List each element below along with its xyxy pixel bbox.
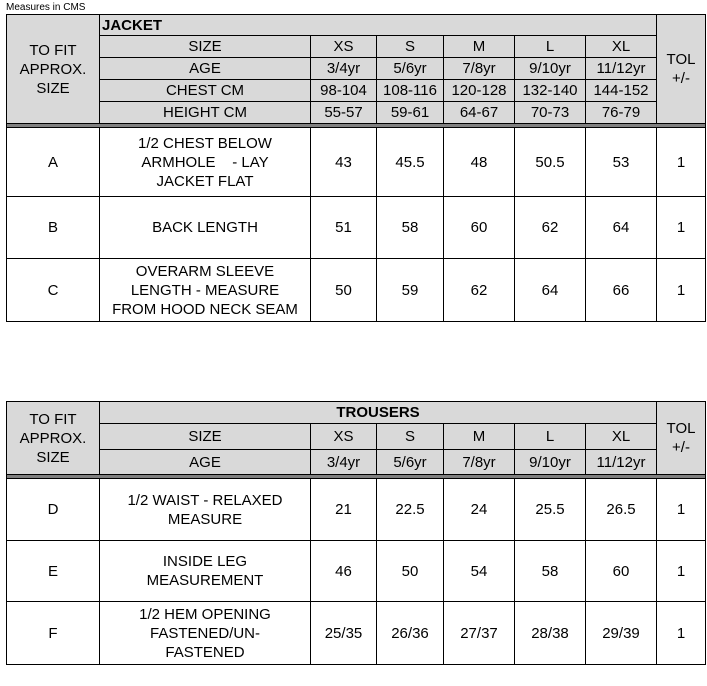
size-label: SIZE [100,424,311,450]
size-cell: XS [311,36,377,58]
description-line: FASTENED [165,643,245,661]
table-row [7,541,706,602]
table-row [7,259,706,322]
age-cell: 7/8yr [444,450,515,475]
trousers-size-table [6,401,706,665]
value-cell: 22.5 [377,479,444,541]
age-cell: 5/6yr [377,58,444,80]
value-cell: 46 [311,541,377,602]
height-cell: 76-79 [586,102,657,124]
height-cell: 70-73 [515,102,586,124]
description-line: OVERARM SLEEVE [135,262,275,280]
to-fit-line: APPROX. [19,429,87,447]
value-cell: 26.5 [586,479,657,541]
height-label: HEIGHT CM [100,102,311,124]
table-row [7,197,706,259]
size-cell: XL [586,424,657,450]
description-line: JACKET FLAT [156,172,254,190]
chest-cell: 98-104 [311,80,377,102]
chest-cell: 132-140 [515,80,586,102]
tol-line: TOL [666,51,696,68]
tol-line: +/- [672,70,690,87]
size-cell: M [444,424,515,450]
value-cell: 29/39 [586,602,657,665]
value-cell: 59 [377,259,444,322]
value-cell: 21 [311,479,377,541]
value-cell: 25.5 [515,479,586,541]
chest-cell: 108-116 [377,80,444,102]
value-cell: 28/38 [515,602,586,665]
value-cell: 50 [311,259,377,322]
chest-label: CHEST CM [100,80,311,102]
value-cell: 64 [515,259,586,322]
description-line: MEASURE [167,510,243,528]
value-cell: 53 [586,128,657,197]
height-cell: 55-57 [311,102,377,124]
tol-cell: 1 [657,128,706,197]
tol-cell: 1 [657,197,706,259]
value-cell: 50.5 [515,128,586,197]
height-cell: 64-67 [444,102,515,124]
value-cell: 24 [444,479,515,541]
size-cell: S [377,36,444,58]
chest-cell: 144-152 [586,80,657,102]
age-cell: 9/10yr [515,450,586,475]
size-label: SIZE [100,36,311,58]
row-description [100,128,311,197]
to-fit-header [7,402,100,475]
value-cell: 25/35 [311,602,377,665]
age-label: AGE [100,58,311,80]
to-fit-line: APPROX. [19,60,87,78]
age-cell: 3/4yr [311,58,377,80]
jacket-title: JACKET [100,15,657,36]
to-fit-line: TO FIT [29,410,77,428]
description-line: LENGTH - MEASURE [130,281,280,299]
measures-caption: Measures in CMS [6,2,86,13]
row-code: A [7,128,100,197]
row-code: C [7,259,100,322]
size-cell: XS [311,424,377,450]
jacket-size-table [6,14,706,322]
value-cell: 58 [377,197,444,259]
age-cell: 11/12yr [586,450,657,475]
table-row [7,128,706,197]
value-cell: 27/37 [444,602,515,665]
tol-cell: 1 [657,479,706,541]
description-line: 1/2 CHEST BELOW [138,134,272,152]
value-cell: 51 [311,197,377,259]
row-description [100,541,311,602]
tol-header [657,15,706,124]
chest-cell: 120-128 [444,80,515,102]
table-row [7,479,706,541]
value-cell: 62 [444,259,515,322]
to-fit-line: SIZE [36,448,70,466]
description-line: BACK LENGTH [152,219,258,236]
tol-header [657,402,706,475]
age-cell: 11/12yr [586,58,657,80]
height-cell: 59-61 [377,102,444,124]
row-code: E [7,541,100,602]
size-cell: L [515,36,586,58]
age-cell: 3/4yr [311,450,377,475]
age-cell: 5/6yr [377,450,444,475]
row-code: F [7,602,100,665]
tol-line: +/- [672,439,690,456]
size-cell: L [515,424,586,450]
description-line: ARMHOLE - LAY [141,153,269,171]
value-cell: 43 [311,128,377,197]
age-cell: 7/8yr [444,58,515,80]
value-cell: 50 [377,541,444,602]
description-line: 1/2 HEM OPENING [139,605,271,623]
row-code: B [7,197,100,259]
value-cell: 45.5 [377,128,444,197]
size-cell: S [377,424,444,450]
value-cell: 54 [444,541,515,602]
tol-cell: 1 [657,602,706,665]
row-description [100,479,311,541]
tol-line: TOL [666,420,696,437]
value-cell: 66 [586,259,657,322]
table-row [7,602,706,665]
row-code: D [7,479,100,541]
description-line: FROM HOOD NECK SEAM [112,300,298,318]
size-cell: M [444,36,515,58]
value-cell: 26/36 [377,602,444,665]
description-line: FASTENED/UN- [149,624,260,642]
row-description [100,197,311,259]
tol-cell: 1 [657,259,706,322]
value-cell: 48 [444,128,515,197]
to-fit-line: SIZE [36,79,70,97]
description-line: 1/2 WAIST - RELAXED [127,491,283,509]
value-cell: 64 [586,197,657,259]
to-fit-line: TO FIT [29,41,77,59]
description-line: INSIDE LEG [162,553,248,570]
value-cell: 58 [515,541,586,602]
value-cell: 60 [444,197,515,259]
trousers-title: TROUSERS [100,402,657,424]
value-cell: 62 [515,197,586,259]
age-label: AGE [100,450,311,475]
row-description [100,259,311,322]
age-cell: 9/10yr [515,58,586,80]
value-cell: 60 [586,541,657,602]
to-fit-header [7,15,100,124]
description-line: MEASUREMENT [146,572,264,589]
tol-cell: 1 [657,541,706,602]
row-description [100,602,311,665]
size-cell: XL [586,36,657,58]
